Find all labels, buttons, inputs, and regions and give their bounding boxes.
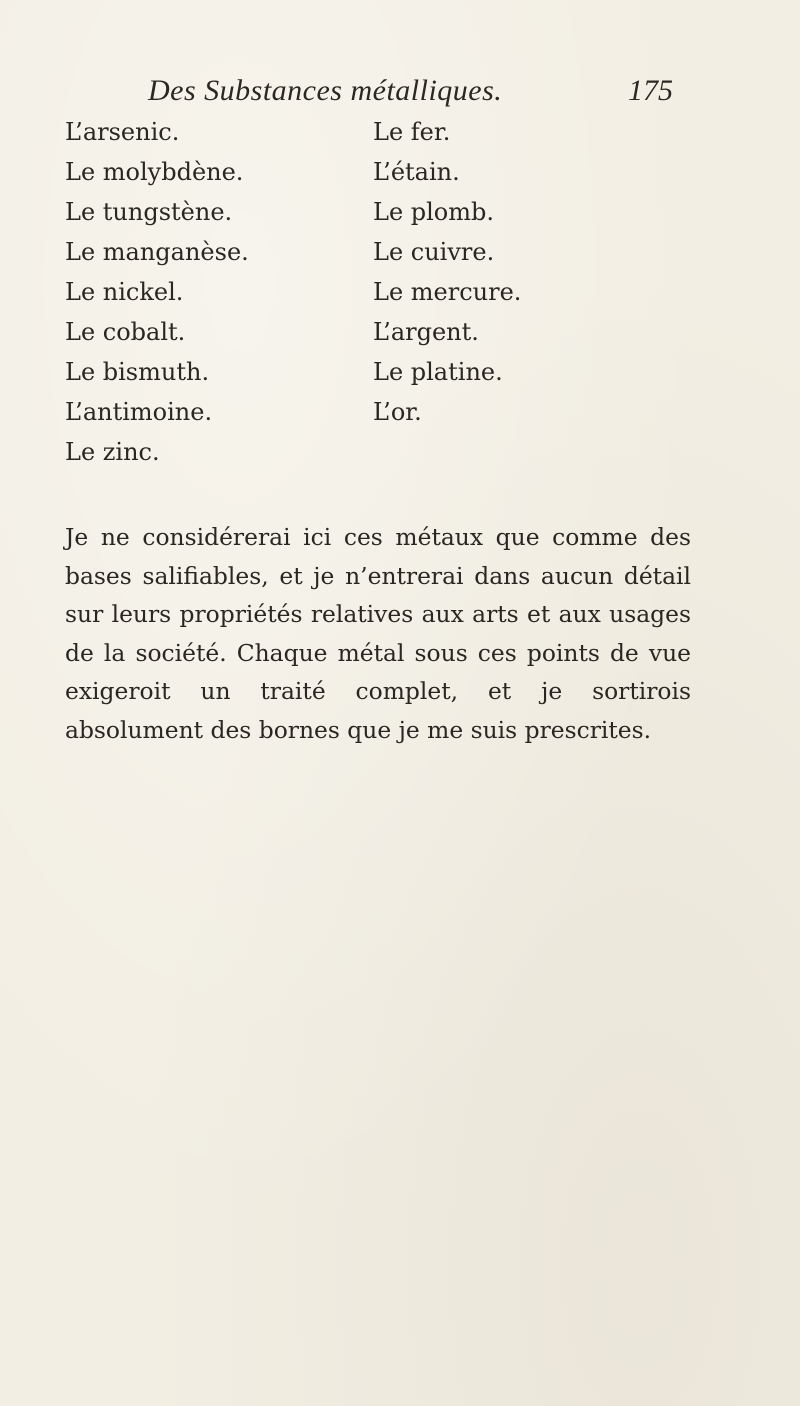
metal-item: L’argent.: [373, 318, 479, 346]
metal-item: Le zinc.: [65, 438, 160, 466]
metal-item: Le bismuth.: [65, 358, 210, 386]
metal-item: Le platine.: [373, 358, 503, 386]
metal-item: L’or.: [373, 398, 422, 426]
metal-item: L’arsenic.: [65, 118, 180, 146]
metal-item: Le mercure.: [373, 278, 522, 306]
running-head: [0, 74, 800, 114]
body-paragraph: Je ne considérerai ici ces métaux que comme des bases salifiables, et je n’entrerai dans aucun détail sur leurs propriétés relatives aux arts et aux usages de la société. Chaque métal sous ces points de vue exigeroit un traité complet, et je sortirois absolument des bornes que je me suis prescrites.: [65, 523, 691, 744]
running-title: Des Substances métalliques.: [148, 74, 503, 107]
metal-item: Le plomb.: [373, 198, 495, 226]
metal-item: Le manganèse.: [65, 238, 249, 266]
metal-item: L’antimoine.: [65, 398, 213, 426]
metal-item: Le nickel.: [65, 278, 184, 306]
metal-item: Le cobalt.: [65, 318, 186, 346]
metal-item: Le tungstène.: [65, 198, 233, 226]
metal-list-right: [373, 112, 521, 432]
metal-item: L’étain.: [373, 158, 460, 186]
metal-item: Le molybdène.: [65, 158, 244, 186]
metal-list-left: [65, 112, 249, 472]
metal-item: Le cuivre.: [373, 238, 495, 266]
metal-item: Le fer.: [373, 118, 451, 146]
page-number: 175: [628, 74, 673, 107]
